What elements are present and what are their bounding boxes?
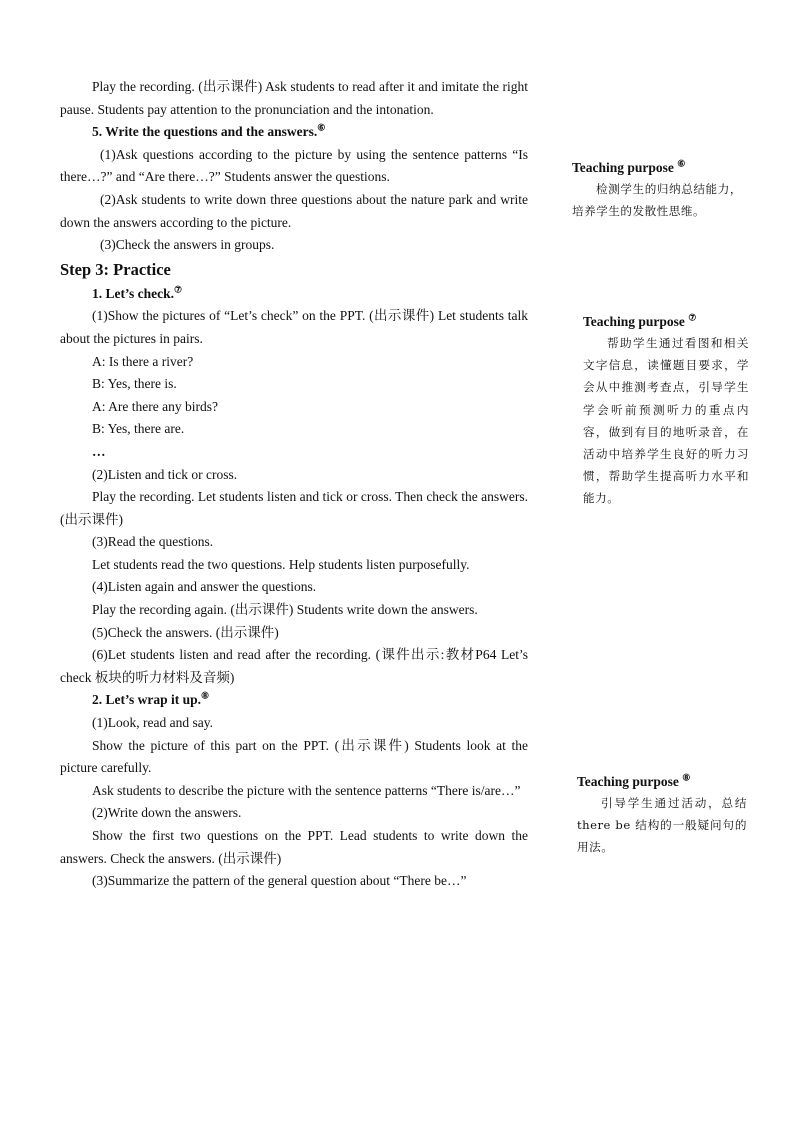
- heading-wrap-it-up: 2. Let’s wrap it up.⑧: [92, 690, 210, 708]
- heading-lets-check: 1. Let’s check.⑦: [92, 284, 183, 301]
- note-body: 引导学生通过活动，总结 there be 结构的一般疑问句的用法。: [577, 796, 747, 855]
- step-3-heading: Step 3: Practice: [60, 259, 171, 279]
- dialog-line: A: Are there any birds?: [92, 398, 218, 414]
- paragraph-check-4: (4)Listen again and answer the questions.: [92, 579, 317, 595]
- teaching-purpose-note: [572, 158, 742, 222]
- paragraph-check-5: (5)Check the answers. (出示课件): [92, 624, 279, 640]
- paragraph-wrap-2b: Show the first two questions on the PPT. Lead students to write down the answers. Check the answers. (出示课件): [60, 828, 528, 866]
- paragraph-check-2b: Play the recording. Let students listen and tick or cross. Then check the answers. (出示课件): [60, 489, 528, 527]
- teaching-purpose-note: [583, 312, 749, 510]
- dialog-line: B: Yes, there is.: [92, 376, 177, 392]
- teaching-purpose-note: [577, 772, 747, 859]
- paragraph-5-3: (3)Check the answers in groups.: [100, 237, 275, 253]
- note-title: Teaching purpose ⑥: [572, 158, 686, 175]
- paragraph-5-2: (2)Ask students to write down three questions about the nature park and write down the answers according to the picture.: [60, 191, 528, 230]
- dialog-line: A: Is there a river?: [92, 353, 194, 369]
- note-title: Teaching purpose ⑦: [583, 312, 697, 329]
- paragraph-wrap-2: (2)Write down the answers.: [92, 805, 242, 821]
- paragraph-check-2: (2)Listen and tick or cross.: [92, 466, 238, 482]
- dialog-line: B: Yes, there are.: [92, 421, 185, 437]
- paragraph-check-3: (3)Read the questions.: [92, 534, 214, 550]
- paragraph-5-1: (1)Ask questions according to the picture by using the sentence patterns “Is there…?” and “Are there…?” Students answer the questions.: [60, 146, 528, 185]
- ellipsis: …: [92, 443, 107, 459]
- heading-write-questions: 5. Write the questions and the answers.⑥: [92, 122, 326, 140]
- footnote-mark: ⑥: [317, 122, 326, 133]
- paragraph-wrap-1b: Show the picture of this part on the PPT. (出示课件) Students look at the picture carefully.: [60, 737, 528, 776]
- footnote-mark: ⑦: [173, 284, 183, 295]
- paragraph-wrap-3: (3)Summarize the pattern of the general question about “There be…”: [92, 873, 467, 889]
- lesson-plan-main: [60, 76, 528, 893]
- paragraph-check-6: (6)Let students listen and read after the recording. (课件出示:教材P64 Let’s check 板块的听力材料及音频): [60, 647, 528, 685]
- paragraph-check-4b: Play the recording again. (出示课件) Students write down the answers.: [92, 602, 478, 618]
- note-title: Teaching purpose ⑧: [577, 772, 691, 789]
- paragraph-play-recording: Play the recording. (出示课件) Ask students to read after it and imitate the right pause. Students pay attention to the pronunciation and the intonation.: [60, 79, 528, 117]
- note-body: 帮助学生通过看图和相关文字信息，读懂题目要求，学会从中推测考查点，引导学生学会听前预测听力的重点内容，做到有目的地听录音，在活动中培养学生良好的听力习惯，帮助学生提高听力水平和能力。: [583, 336, 749, 506]
- footnote-mark: ⑧: [201, 690, 210, 701]
- paragraph-check-3b: Let students read the two questions. Help students listen purposefully.: [92, 556, 470, 572]
- paragraph-wrap-1: (1)Look, read and say.: [92, 715, 213, 731]
- note-body: 检测学生的归纳总结能力，培养学生的发散性思维。: [572, 182, 742, 219]
- paragraph-wrap-1c: Ask students to describe the picture with the sentence patterns “There is/are…”: [92, 782, 521, 798]
- paragraph-check-1: (1)Show the pictures of “Let’s check” on the PPT. (出示课件) Let students talk about the pictures in pairs.: [60, 308, 528, 346]
